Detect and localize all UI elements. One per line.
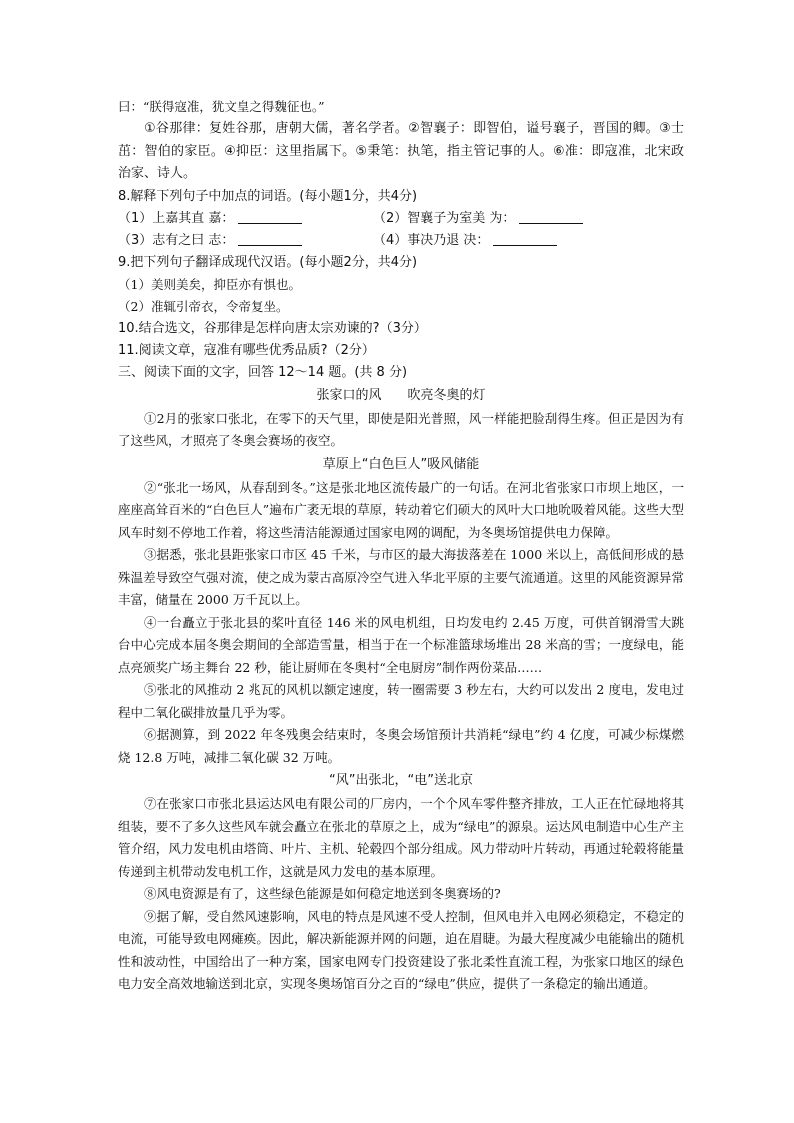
article-paragraph-7: ⑦在张家口市张北县运达风电有限公司的厂房内，一个个风车零件整齐排放，工人正在忙碌地将其组装，要不了多久这些风车就会矗立在张北的草原之上，成为“绿电”的源泉。运达风电制造中心生产主管介绍，风力发电机由塔筒、叶片、主机、轮毂四个部分组成。风力带动叶片转动，再通过轮毂将能量传递到主机带动发电机工作，这就是风力发电的基本原理。 bbox=[118, 796, 684, 879]
annotation-notes: ①谷那律：复姓谷那，唐朝大儒，著名学者。②智襄子：即智伯，谥号襄子，晋国的卿。③士茁：智伯的家臣。④抑臣：这里指属下。⑤秉笔：执笔，指主管记事的人。⑥准：即寇准，北宋政治家、诗人。 bbox=[118, 121, 684, 181]
article-subheading-1: 草原上“白色巨人”吸风储能 bbox=[322, 456, 480, 472]
answer-blank[interactable] bbox=[238, 209, 302, 224]
article-paragraph-6: ⑥据测算，到 2022 年冬残奥会结束时，冬奥会场馆预计共消耗“绿电”约 4 亿度，可减少标煤燃烧 12.8 万吨，减排二氧化碳 32 万吨。 bbox=[118, 727, 684, 765]
q8-item-4: （4）事决乃退 决： bbox=[373, 230, 628, 252]
article-paragraph-5: ⑤张北的风推动 2 兆瓦的风机以额定速度，转一圈需要 3 秒左右，大约可以发出 2 度电，发电过程中二氧化碳排放量几乎为零。 bbox=[118, 682, 684, 720]
article-paragraph-9: ⑨据了解，受自然风速影响，风电的特点是风速不受人控制，但风电并入电网必须稳定，不稳定的电流，可能导致电网瘫痪。因此，解决新能源并网的问题，迫在眉睫。为最大程度减少电能输出的随机性和波动性，中国给出了一种方案，国家电网专门投资建设了张北柔性直流工程，为张家口地区的绿色电力安全高效地输送到北京，实现冬奥场馆百分之百的“绿电”供应，提供了一条稳定的输出通道。 bbox=[118, 908, 684, 991]
question-8-row-2 bbox=[118, 230, 684, 252]
question-8-row-1 bbox=[118, 208, 684, 230]
question-9-title: 9.把下列句子翻译成现代汉语。(每小题2分，共4分) bbox=[118, 254, 418, 270]
question-10: 10.结合选文，谷那律是怎样向唐太宗劝谏的?（3分） bbox=[118, 320, 427, 336]
top-quote: 曰：“朕得寇准，犹文皇之得魏征也。” bbox=[118, 99, 325, 114]
q8-item-3: （3）志有之曰 志： bbox=[118, 230, 373, 252]
section-3-heading: 三、阅读下面的文字，回答 12～14 题。(共 8 分) bbox=[118, 364, 408, 380]
q9-item-1: （1）美则美矣，抑臣亦有惧也。 bbox=[118, 276, 301, 292]
answer-blank[interactable] bbox=[493, 231, 557, 246]
q9-item-2: （2）准辄引帝衣，令帝复坐。 bbox=[118, 298, 289, 314]
article-paragraph-8: ⑧风电资源是有了，这些绿色能源是如何稳定地送到冬奥赛场的? bbox=[144, 886, 501, 901]
article-paragraph-4: ④一台矗立于张北县的桨叶直径 146 米的风电机组，日均发电约 2.45 万度，可供首钢滑雪大跳台中心完成本届冬奥会期间的全部造雪量，相当于在一个标准篮球场堆出 28 米高的雪；一度绿电，能点亮颁奖广场主舞台 22 秒，能让厨师在冬奥村“全电厨房”制作两份菜品…… bbox=[118, 614, 684, 675]
document-page bbox=[118, 96, 684, 996]
answer-blank[interactable] bbox=[238, 231, 302, 246]
question-8-title: 8.解释下列句子中加点的词语。(每小题1分，共4分) bbox=[118, 188, 418, 204]
article-subheading-2: “风”出张北，“电”送北京 bbox=[329, 773, 473, 788]
q8-item-1: （1）上嘉其直 嘉： bbox=[118, 208, 373, 230]
article-title: 张家口的风 吹亮冬奥的灯 bbox=[316, 387, 486, 403]
question-11: 11.阅读文章，寇准有哪些优秀品质?（2分） bbox=[118, 342, 375, 358]
article-paragraph-1: ①2月的张家口张北，在零下的天气里，即使是阳光普照，风一样能把脸刮得生疼。但正是因为有了这些风，才照亮了冬奥会赛场的夜空。 bbox=[118, 410, 684, 448]
answer-blank[interactable] bbox=[519, 209, 583, 224]
article-paragraph-3: ③据悉，张北县距张家口市区 45 千米，与市区的最大海拔落差在 1000 米以上，高低间形成的悬殊温差导致空气强对流，使之成为蒙古高原冷空气进入华北平原的主要气流通道。这里的风能资源异常丰富，储量在 2000 万千瓦以上。 bbox=[118, 547, 684, 607]
article-paragraph-2: ②“张北一场风，从春刮到冬。”这是张北地区流传最广的一句话。在河北省张家口市坝上地区，一座座高耸百米的“白色巨人”遍布广袤无垠的草原，转动着它们硕大的风叶大口地吮吸着风能。这些大型风车时刻不停地工作着，将这些清洁能源通过国家电网的调配，为冬奥场馆提供电力保障。 bbox=[118, 479, 684, 540]
q8-item-2: （2）智襄子为室美 为： bbox=[373, 208, 628, 230]
